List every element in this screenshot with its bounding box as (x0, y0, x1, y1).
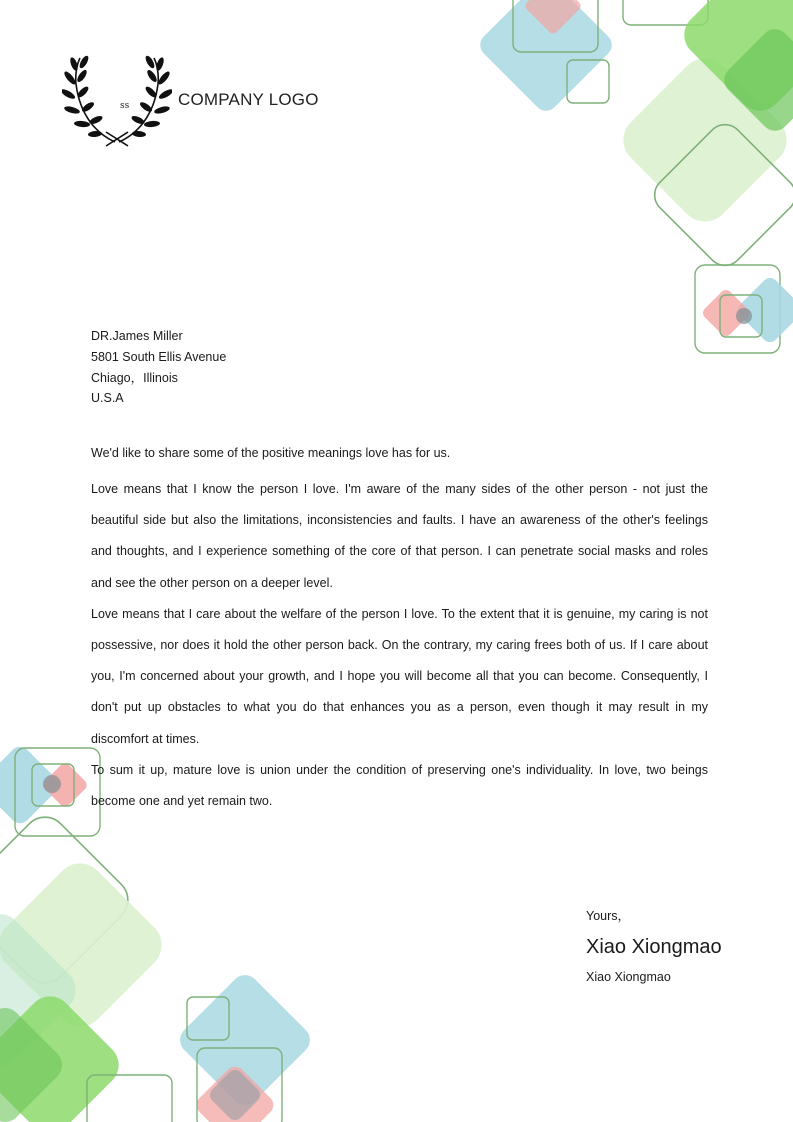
recipient-country: U.S.A (91, 391, 124, 406)
laurel-wreath-icon (62, 54, 172, 149)
recipient-street: 5801 South Ellis Avenue (91, 349, 227, 364)
paragraph-summary: To sum it up, mature love is union under the condition of preserving one's individuality. In love, two beings become one and yet remain two. (91, 762, 708, 809)
logo-monogram: ss (120, 101, 130, 111)
recipient-city: Chiago，Illinois (91, 370, 178, 385)
paragraph-care: Love means that I care about the welfare of the person I love. To the extent that it is genuine, my caring is not possessive, nor does it hold the other person back. On the contrary, my caring frees both of us. If I care about you, I'm concerned about your growth, and I hope you will become all that you can become. Consequently, I don't put up obstacles to what you do that enhances you as a person, even though it may result in my discomfort at times. (91, 606, 708, 746)
signer-name: Xiao Xiongmao (586, 970, 671, 984)
recipient-name: DR.James Miller (91, 329, 183, 343)
company-logo-text: COMPANY LOGO (178, 90, 319, 109)
letter-body (91, 443, 708, 817)
top-right-decoration (475, 0, 793, 353)
paragraph-intro: We'd like to share some of the positive meanings love has for us. (91, 446, 451, 460)
paragraph-know: Love means that I know the person I love. I'm aware of the many sides of the other person - not just the beautiful side but also the limitations, inconsistencies and faults. I have an awareness of the other's feelings and thoughts, and I experience something of the core of that person. I can penetrate social masks and roles and see the other person on a deeper level. (91, 482, 708, 590)
closing-salutation: Yours， (586, 909, 631, 923)
signature: Xiao Xiongmao (586, 936, 722, 958)
recipient-address (91, 326, 226, 409)
